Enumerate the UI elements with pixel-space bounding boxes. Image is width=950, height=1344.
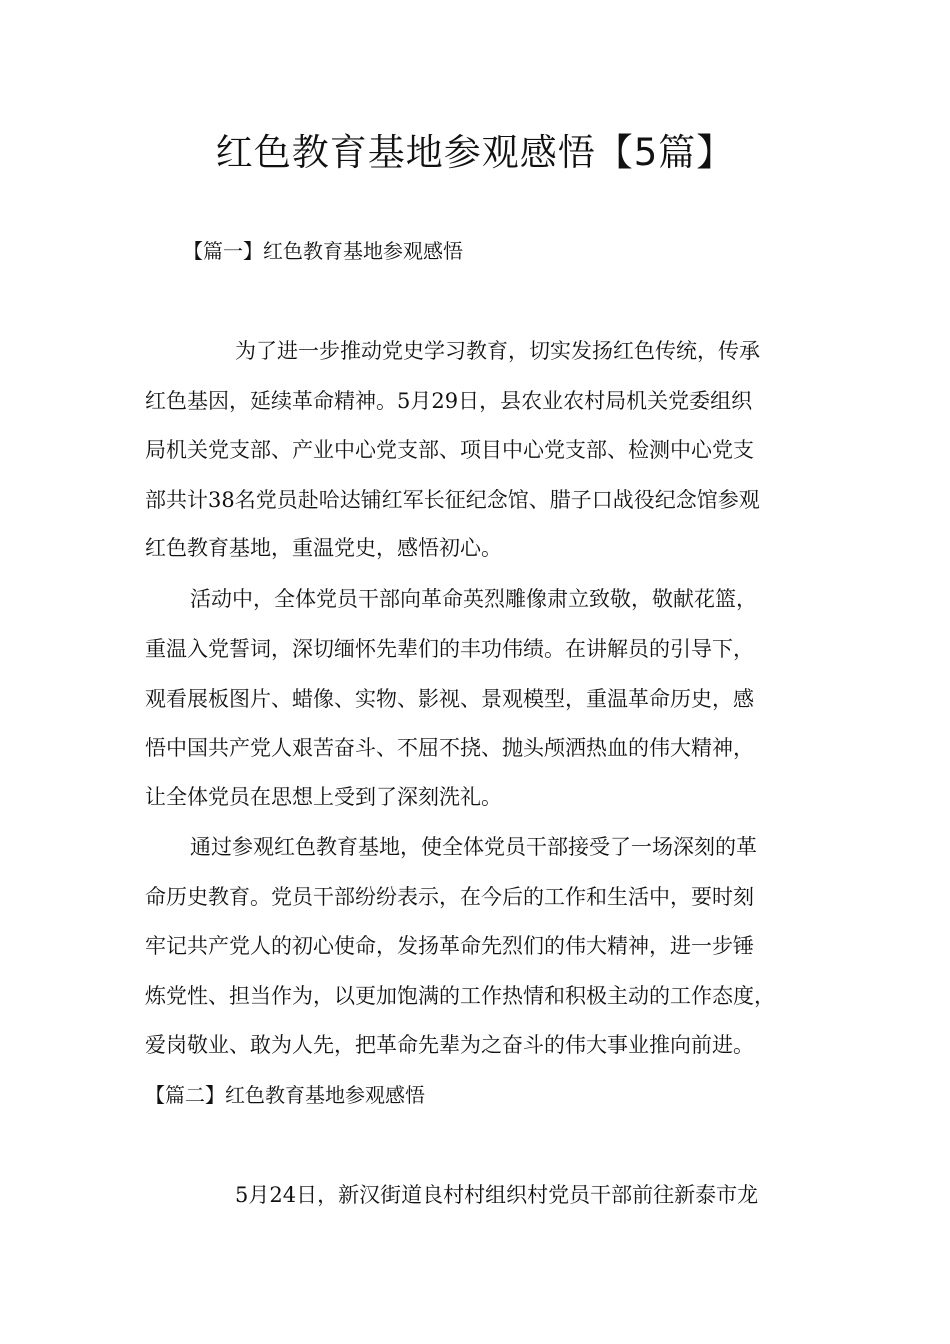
section-heading-1: 【篇一】红色教育基地参观感悟 (183, 239, 463, 263)
paragraph-line: 5月24日，新汉街道良村村组织村党员干部前往新泰市龙 (235, 1183, 759, 1207)
document-title: 红色教育基地参观感悟【5篇】 (215, 131, 735, 174)
section-heading-2: 【篇二】红色教育基地参观感悟 (145, 1083, 425, 1107)
paragraph-line: 局机关党支部、产业中心党支部、项目中心党支部、检测中心党支 (145, 438, 754, 462)
paragraph-line: 爱岗敬业、敢为人先，把革命先辈为之奋斗的伟大事业推向前进。 (145, 1033, 754, 1057)
paragraph-line: 观看展板图片、蜡像、实物、影视、景观模型，重温革命历史，感 (145, 687, 754, 711)
paragraph-line: 重温入党誓词，深切缅怀先辈们的丰功伟绩。在讲解员的引导下， (145, 637, 754, 661)
paragraph-line: 命历史教育。党员干部纷纷表示，在今后的工作和生活中，要时刻 (145, 885, 754, 909)
paragraph-line: 红色基因，延续革命精神。5月29日，县农业农村局机关党委组织 (145, 389, 753, 413)
paragraph-line: 部共计38名党员赴哈达铺红军长征纪念馆、腊子口战役纪念馆参观 (145, 488, 760, 512)
paragraph-line: 悟中国共产党人艰苦奋斗、不屈不挠、抛头颅洒热血的伟大精神， (145, 736, 754, 760)
paragraph-line: 红色教育基地，重温党史，感悟初心。 (145, 536, 502, 560)
paragraph-line: 通过参观红色教育基地，使全体党员干部接受了一场深刻的革 (190, 835, 757, 859)
paragraph-line: 活动中，全体党员干部向革命英烈雕像肃立致敬，敬献花篮， (190, 587, 757, 611)
paragraph-line: 牢记共产党人的初心使命，发扬革命先烈们的伟大精神，进一步锤 (145, 934, 754, 958)
paragraph-line: 让全体党员在思想上受到了深刻洗礼。 (145, 785, 502, 809)
paragraph-line: 为了进一步推动党史学习教育，切实发扬红色传统，传承 (235, 339, 760, 363)
paragraph-line: 炼党性、担当作为，以更加饱满的工作热情和积极主动的工作态度， (145, 984, 775, 1008)
